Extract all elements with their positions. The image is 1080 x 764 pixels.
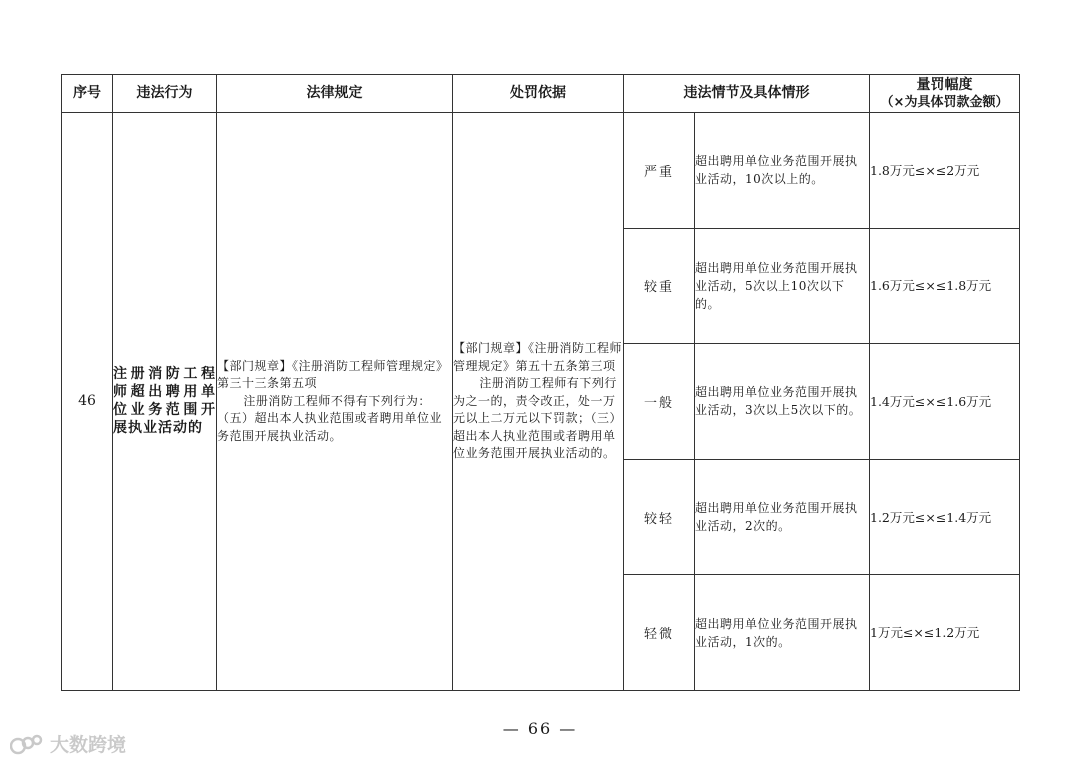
severity-label: 轻微 [624,575,695,691]
legal-provision-source: 【部门规章】《注册消防工程师管理规定》第三十三条第五项 [217,358,449,391]
header-seq: 序号 [62,75,113,113]
penalty-table [61,74,1020,691]
page-number: — 66 — [502,719,578,738]
violation-act: 注册消防工程师超出聘用单位业务范围开展执业活动的 [113,113,217,691]
severity-label: 一般 [624,344,695,460]
fine-range: 1.4万元≤×≤1.6万元 [870,344,1020,460]
watermark [10,730,126,757]
penalty-basis-source: 【部门规章】《注册消防工程师管理规定》第五十五条第三项 [453,341,623,373]
header-circumstance: 违法情节及具体情形 [624,75,870,113]
penalty-basis-text: 注册消防工程师有下列行为之一的，责令改正，处一万元以上二万元以下罚款；（三）超出本人执业范围或者聘用单位业务范围开展执业活动的。 [453,376,623,461]
fine-range: 1.6万元≤×≤1.8万元 [870,228,1020,344]
table-header-row [62,75,1020,113]
circumstance-detail: 超出聘用单位业务范围开展执业活动，10次以上的。 [695,113,870,229]
legal-provision-text: 注册消防工程师不得有下列行为：（五）超出本人执业范围或者聘用单位业务范围开展执业活动。 [217,393,443,443]
header-basis: 处罚依据 [453,75,624,113]
severity-label: 较轻 [624,459,695,575]
circumstance-detail: 超出聘用单位业务范围开展执业活动，2次的。 [695,459,870,575]
severity-label: 严重 [624,113,695,229]
watermark-text: 大数跨境 [50,734,127,756]
watermark-logo-icon [10,732,46,756]
fine-range: 1.8万元≤×≤2万元 [870,113,1020,229]
legal-provision [217,113,453,691]
fine-range: 1万元≤×≤1.2万元 [870,575,1020,691]
table-row [62,113,1020,229]
header-range-note: （×为具体罚款金额） [880,94,1009,110]
row-number: 46 [62,113,113,691]
circumstance-detail: 超出聘用单位业务范围开展执业活动，3次以上5次以下的。 [695,344,870,460]
penalty-basis [453,113,624,691]
header-law: 法律规定 [217,75,453,113]
circumstance-detail: 超出聘用单位业务范围开展执业活动，5次以上10次以下的。 [695,228,870,344]
circumstance-detail: 超出聘用单位业务范围开展执业活动，1次的。 [695,575,870,691]
header-range [870,75,1020,113]
severity-label: 较重 [624,228,695,344]
header-act: 违法行为 [113,75,217,113]
fine-range: 1.2万元≤×≤1.4万元 [870,459,1020,575]
header-range-title: 量罚幅度 [916,76,973,93]
